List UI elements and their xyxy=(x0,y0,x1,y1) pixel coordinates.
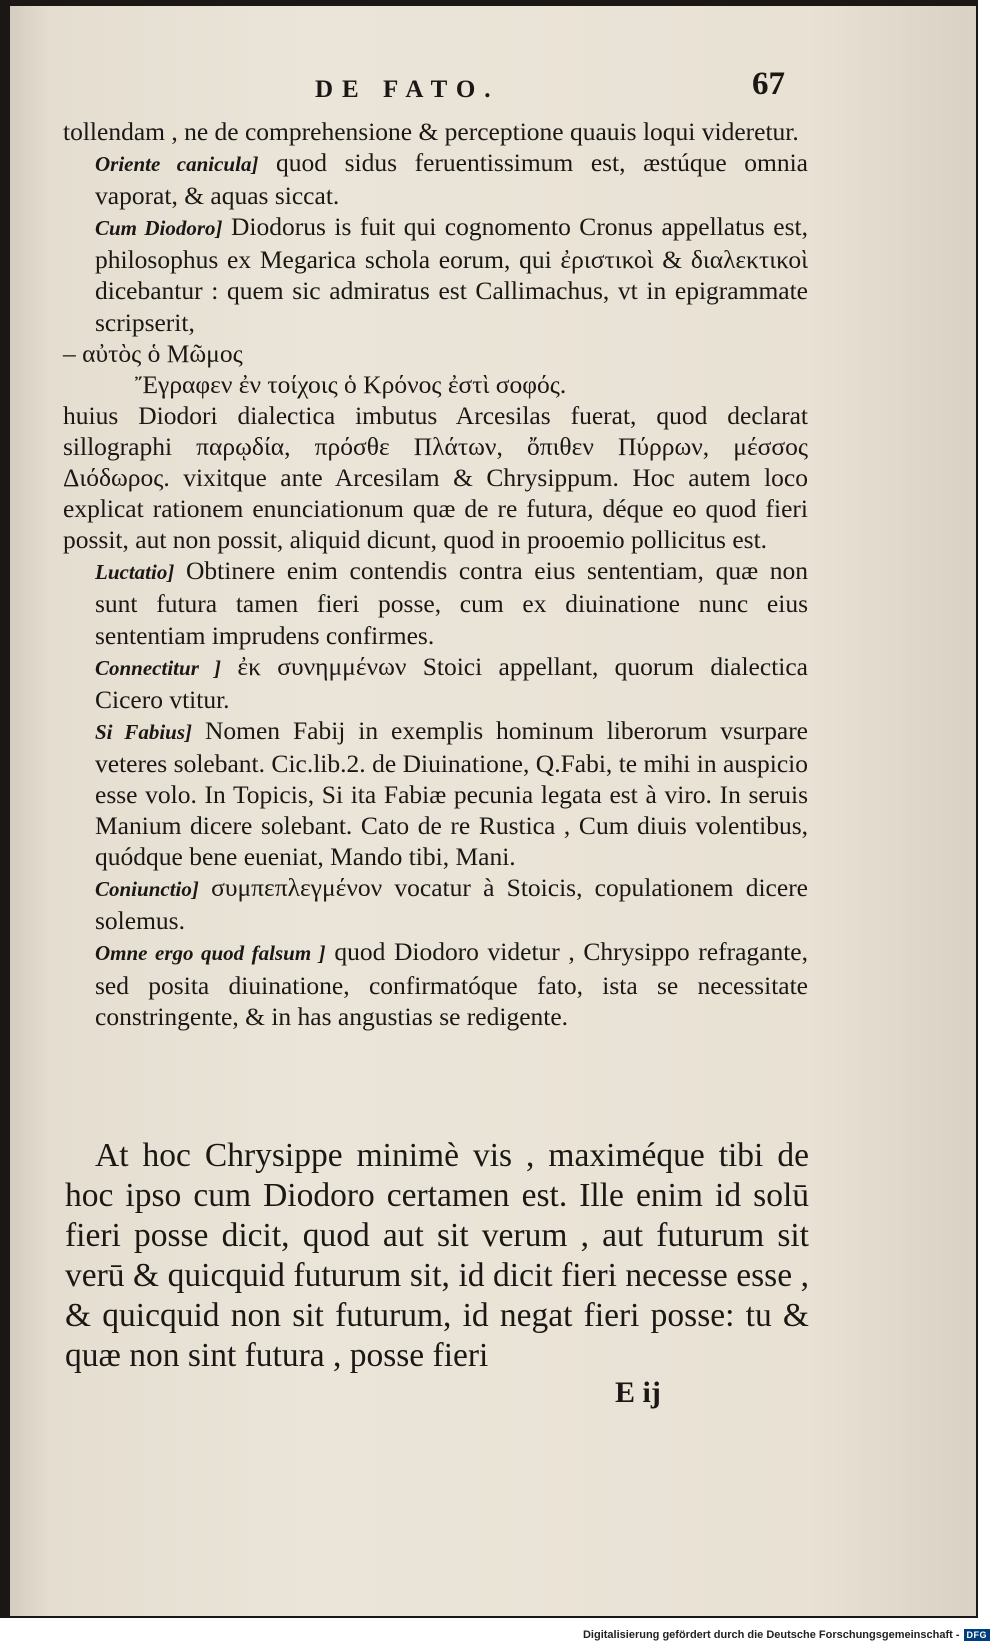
commentary-paragraph xyxy=(63,872,808,936)
commentary-paragraph xyxy=(63,338,808,369)
lemma: Cum Diodoro] xyxy=(95,216,223,241)
commentary-text: συμπεπλεγμένον vocatur à Stoicis, copulationem dicere solemus. xyxy=(95,873,808,936)
lemma: Luctatio] xyxy=(95,560,175,585)
commentary-paragraph xyxy=(63,936,808,1031)
page-number: 67 xyxy=(752,66,785,102)
lemma: Connectitur ] xyxy=(95,655,222,680)
credit-text: Digitalisierung gefördert durch die Deutsche Forschungsgemeinschaft - xyxy=(582,1629,960,1641)
commentary-text: huius Diodori dialectica imbutus Arcesilas fuerat, quod declarat sillographi παρῳδία, πρόσθε Πλάτων, ὄπιθεν Πύρρων, μέσσος Διόδωρος. vixitque ante Arcesilam & Chrysippum. Hoc autem loco explicat rationem enunciationum quæ de re futura, déque eo quod fieri possit, aut non possit, aliquid dicunt, quod in prooemio pollicitus est. xyxy=(63,400,808,555)
commentary-paragraph xyxy=(63,651,808,715)
commentary-text: – αὐτὸς ὁ Μῶμος xyxy=(63,338,243,368)
running-header: DE FATO. xyxy=(315,76,500,103)
commentary-text: tollendam , ne de comprehensione & perceptione quauis loqui videretur. xyxy=(63,117,799,146)
commentary-paragraph xyxy=(63,116,808,147)
commentary-notes xyxy=(63,116,808,1032)
commentary-paragraph xyxy=(63,555,808,650)
signature-mark: E ij xyxy=(615,1376,661,1409)
commentary-text: Diodorus is fuit qui cognomento Cronus appellatus est, philosophus ex Megarica schola eorum, qui ἐριστικοὶ & διαλεκτικοὶ dicebantur : quem sic admiratus est Callimachus, vt in epigrammate scripserit, xyxy=(95,212,808,337)
commentary-text: quod Diodoro videtur , Chrysippo refragante, sed posita diuinatione, confirmatóque fato, ista se necessitate constringente, & in has angustias se redigente. xyxy=(95,937,808,1031)
commentary-paragraph xyxy=(63,211,808,337)
digitization-credit xyxy=(583,1629,990,1641)
commentary-text: ἐκ συνημμένων Stoici appellant, quorum dialectica Cicero vtitur. xyxy=(95,651,808,714)
lemma: Si Fabius] xyxy=(95,719,193,744)
commentary-text: quod sidus feruentissimum est, æstúque omnia vaporat, & aquas siccat. xyxy=(95,148,808,211)
dfg-logo-icon: DFG xyxy=(964,1629,991,1641)
commentary-text: Nomen Fabij in exemplis hominum liberorum vsurpare veteres solebant. Cic.lib.2. de Diuinatione, Q.Fabi, te mihi in auspicio esse volo. In Topicis, Si ita Fabiæ pecunia legata est à viro. In seruis Manium dicere solebant. Cato de re Rustica , Cum diuis volentibus, quódque bene eueniat, Mando tibi, Mani. xyxy=(95,715,808,872)
lemma: Oriente canicula] xyxy=(95,152,259,177)
lemma: Omne ergo quod falsum ] xyxy=(95,941,326,966)
commentary-text: Obtinere enim contendis contra eius sententiam, quæ non sunt futura tamen fieri posse, cum ex diuinatione nunc eius sententiam imprudens confirmes. xyxy=(95,556,808,650)
lemma: Coniunctio] xyxy=(95,877,199,902)
commentary-paragraph xyxy=(63,400,808,555)
commentary-text: Ἔγραφεν ἐν τοίχοις ὁ Κρόνος ἐστὶ σοφός. xyxy=(135,369,567,399)
commentary-paragraph xyxy=(63,369,808,400)
book-page xyxy=(10,6,976,1616)
main-text-paragraph: At hoc Chrysippe minimè vis , maximéque tibi de hoc ipso cum Diodoro certamen est. Ille enim id solū fieri posse dicit, quod aut sit verum , aut futurum sit verū & quicquid futurum sit, id dicit fieri necesse esse , & quicquid non sit futurum, id negat fieri posse: tu & quæ non sint futura , posse fieri xyxy=(65,1137,809,1374)
main-text-block xyxy=(65,1136,809,1376)
commentary-paragraph xyxy=(63,147,808,211)
commentary-paragraph xyxy=(63,715,808,872)
